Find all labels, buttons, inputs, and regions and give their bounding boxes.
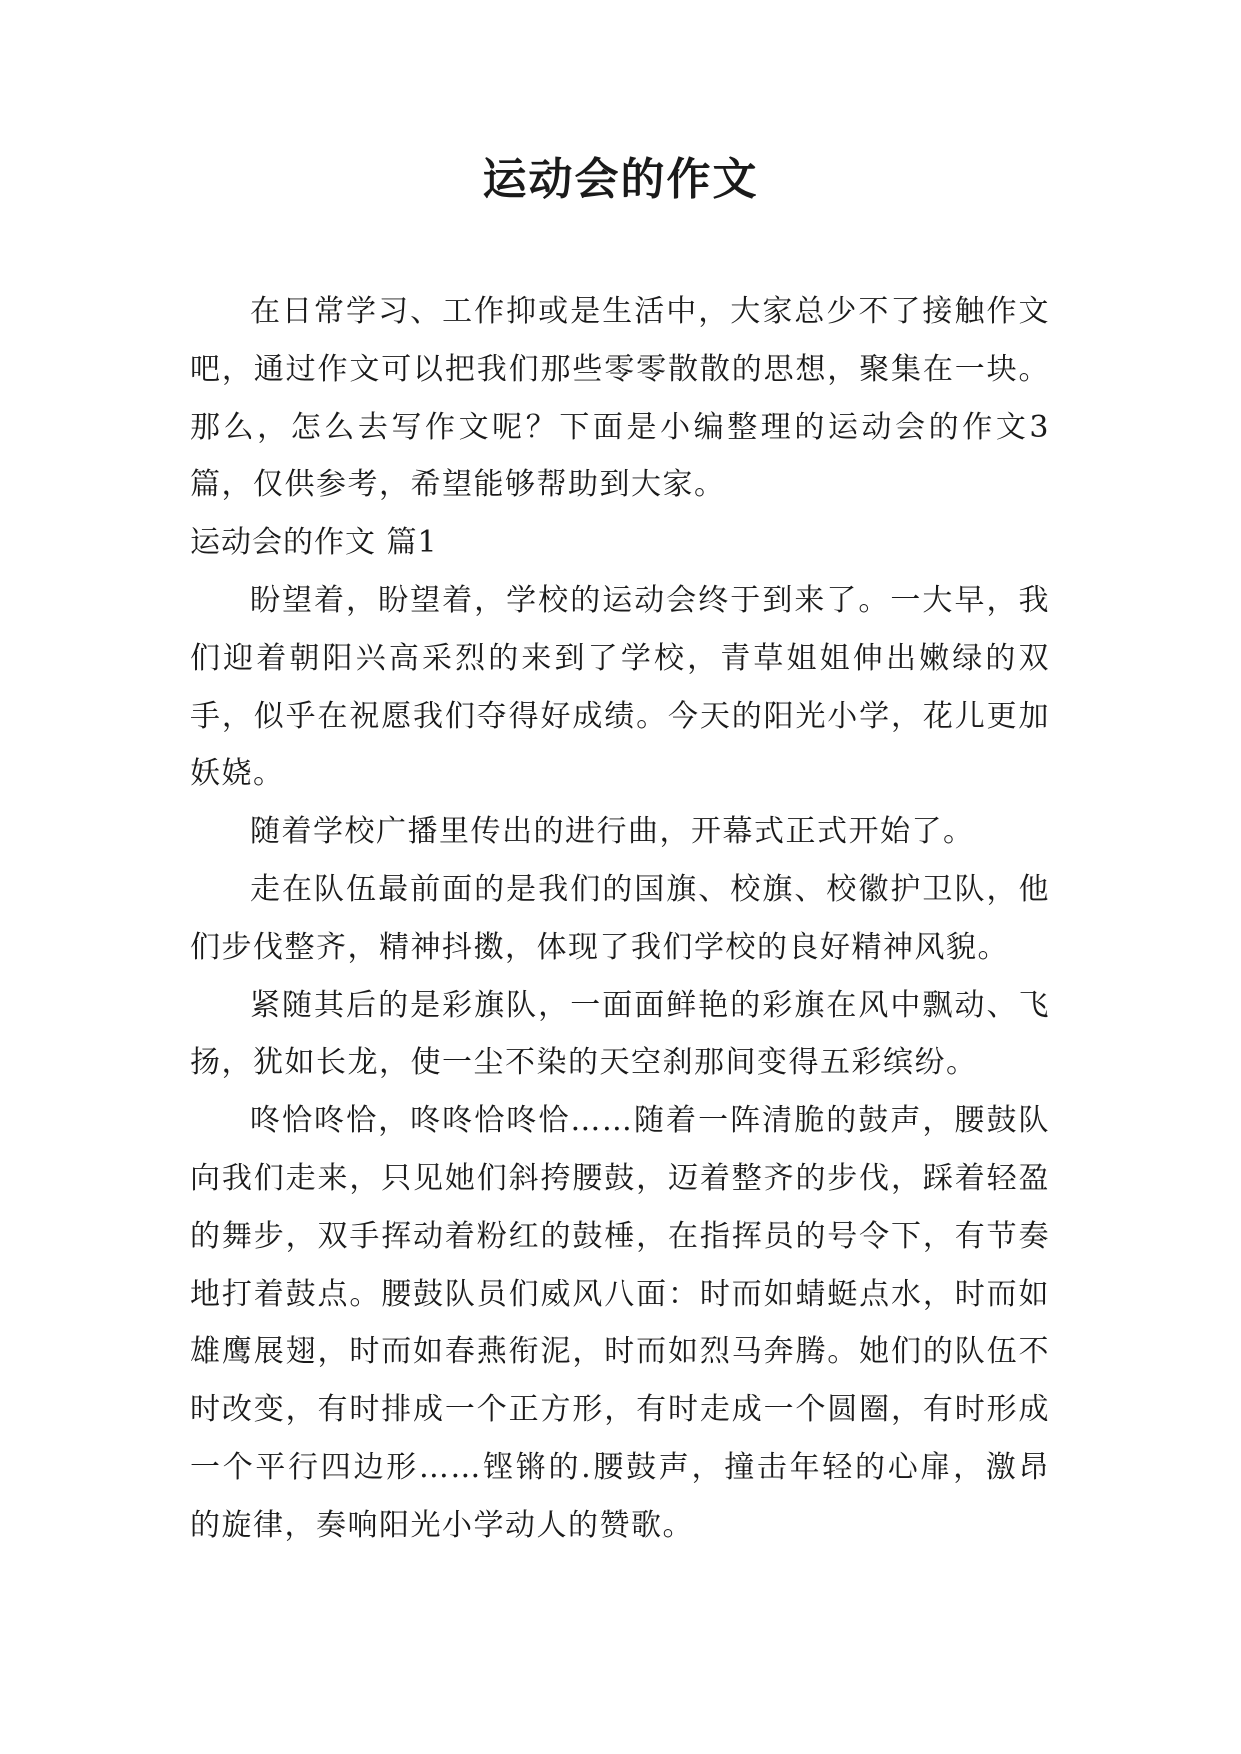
document-body bbox=[190, 283, 1050, 1555]
body-paragraph: 随着学校广播里传出的进行曲，开幕式正式开始了。 bbox=[250, 814, 975, 850]
body-paragraph: 咚恰咚恰，咚咚恰咚恰……随着一阵清脆的鼓声，腰鼓队向我们走来，只见她们斜挎腰鼓，迈着整齐的步伐，踩着轻盈的舞步，双手挥动着粉红的鼓棰，在指挥员的号令下，有节奏地打着鼓点。腰鼓队员们威风八面：时而如蜻蜓点水，时而如雄鹰展翅，时而如春燕衔泥，时而如烈马奔腾。她们的队伍不时改变，有时排成一个正方形，有时走成一个圆圈，有时形成一个平行四边形……铿锵的.腰鼓声，撞击年轻的心扉，激昂的旋律，奏响阳光小学动人的赞歌。 bbox=[190, 1103, 1050, 1543]
section-heading: 运动会的作文 篇1 bbox=[190, 525, 438, 561]
body-paragraph: 紧随其后的是彩旗队，一面面鲜艳的彩旗在风中飘动、飞扬，犹如长龙，使一尘不染的天空刹那间变得五彩缤纷。 bbox=[190, 987, 1050, 1081]
document-title: 运动会的作文 bbox=[482, 154, 759, 205]
body-paragraph: 走在队伍最前面的是我们的国旗、校旗、校徽护卫队，他们步伐整齐，精神抖擞，体现了我们学校的良好精神风貌。 bbox=[190, 871, 1050, 965]
intro-paragraph: 在日常学习、工作抑或是生活中，大家总少不了接触作文吧，通过作文可以把我们那些零零散散的思想，聚集在一块。那么，怎么去写作文呢？下面是小编整理的运动会的作文3篇，仅供参考，希望能够帮助到大家。 bbox=[190, 294, 1050, 503]
body-paragraph: 盼望着，盼望着，学校的运动会终于到来了。一大早，我们迎着朝阳兴高采烈的来到了学校，青草姐姐伸出嫩绿的双手，似乎在祝愿我们夺得好成绩。今天的阳光小学，花儿更加妖娆。 bbox=[190, 582, 1050, 792]
